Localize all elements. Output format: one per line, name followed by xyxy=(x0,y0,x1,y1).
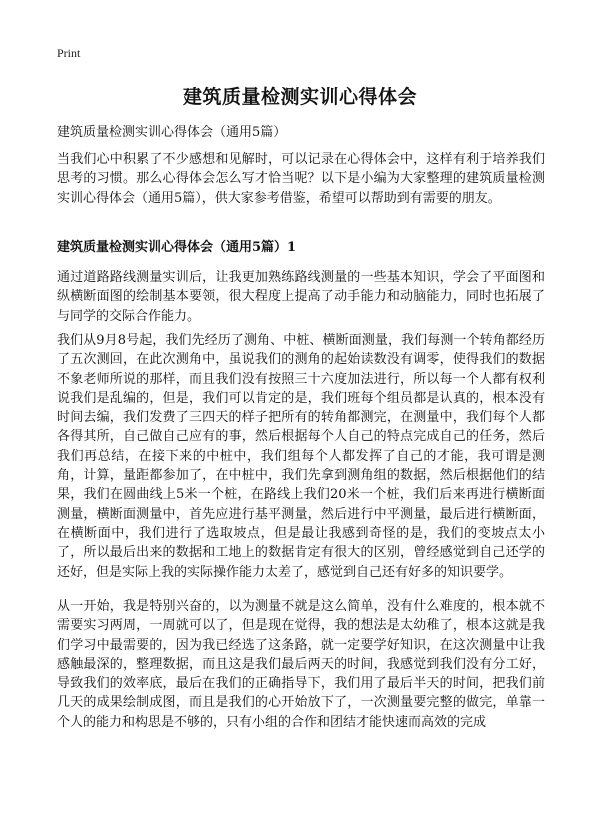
body-paragraph-1: 通过道路路线测量实训后，让我更加熟练路线测量的一些基本知识，学会了平面图和纵横断面图的绘制基本要领，很大程度上提高了动手能力和动脑能力，同时也拓展了与同学的交际合作能力。 xyxy=(57,270,545,324)
section-heading: 建筑质量检测实训心得体会（通用5篇）1 xyxy=(57,240,297,255)
intro-paragraph: 当我们心中积累了不少感想和见解时，可以记录在心得体会中，这样有利于培养我们思考的习惯。那么心得体会怎么写才恰当呢？以下是小编为大家整理的建筑质量检测实训心得体会（通用5篇），供大家参考借鉴，希望可以帮助到有需要的朋友。 xyxy=(57,152,545,206)
document-title: 建筑质量检测实训心得体会 xyxy=(182,86,417,108)
print-link[interactable]: Print xyxy=(57,46,81,60)
body-paragraph-2: 我们从9月8号起，我们先经历了测角、中桩、横断面测量，我们每测一个转角都经历了五次测回，在此次测角中，虽说我们的测角的起始读数没有调零，使得我们的数据不象老师所说的那样，而且我们没有按照三十六度加法进行，所以每一个人都有权利说我们是乱编的，但是，我们可以肯定的是，我们班每个组员都是认真的，根本没有时间去编，我们发费了三四天的样子把所有的转角都测完，在测量中，我们每个人都各得其所，自己做自己应有的事，然后根据每个人自己的特点完成自己的任务，然后我们再总结，在接下来的中桩中，我们组每个人都发挥了自己的才能，我可谓是测角，计算，量距都参加了，在中桩中，我们先拿到测角组的数据，然后根据他们的结果，我们在圆曲线上5米一个桩，在路线上我们20米一个桩，我们后来再进行横断面测量，横断面测量中，首先应进行基平测量，然后进行中平测量，最后进行横断面，在横断面中，我们进行了选取坡点，但是最让我感到奇怪的是，我们的变坡点太小了，所以最后出来的数据和工地上的数据肯定有很大的区别，曾经感觉到自己还学的还好，但是实际上我的实际操作能力太差了，感觉到自己还有好多的知识要学。 xyxy=(57,333,545,580)
body-paragraph-3: 从一开始，我是特别兴奋的，以为测量不就是这么简单，没有什么难度的，根本就不需要实习两周，一周就可以了，但是现在觉得，我的想法是太幼稚了，根本这就是我们学习中最需要的，因为我已经选了这条路，就一定要学好知识，在这次测量中让我感触最深的，整理数据，而且这是我们最后两天的时间，我感觉到我们没有分工好，导致我们的效率底，最后在我们的正确指导下，我们用了最后半天的时间，把我们前几天的成果绘制成图，而且是我们的心开始放下了，一次测量要完整的做完，单靠一个人的能力和构思是不够的，只有小组的合作和团结才能快速而高效的完成 xyxy=(57,599,545,730)
document-subtitle: 建筑质量检测实训心得体会（通用5篇） xyxy=(57,125,287,140)
